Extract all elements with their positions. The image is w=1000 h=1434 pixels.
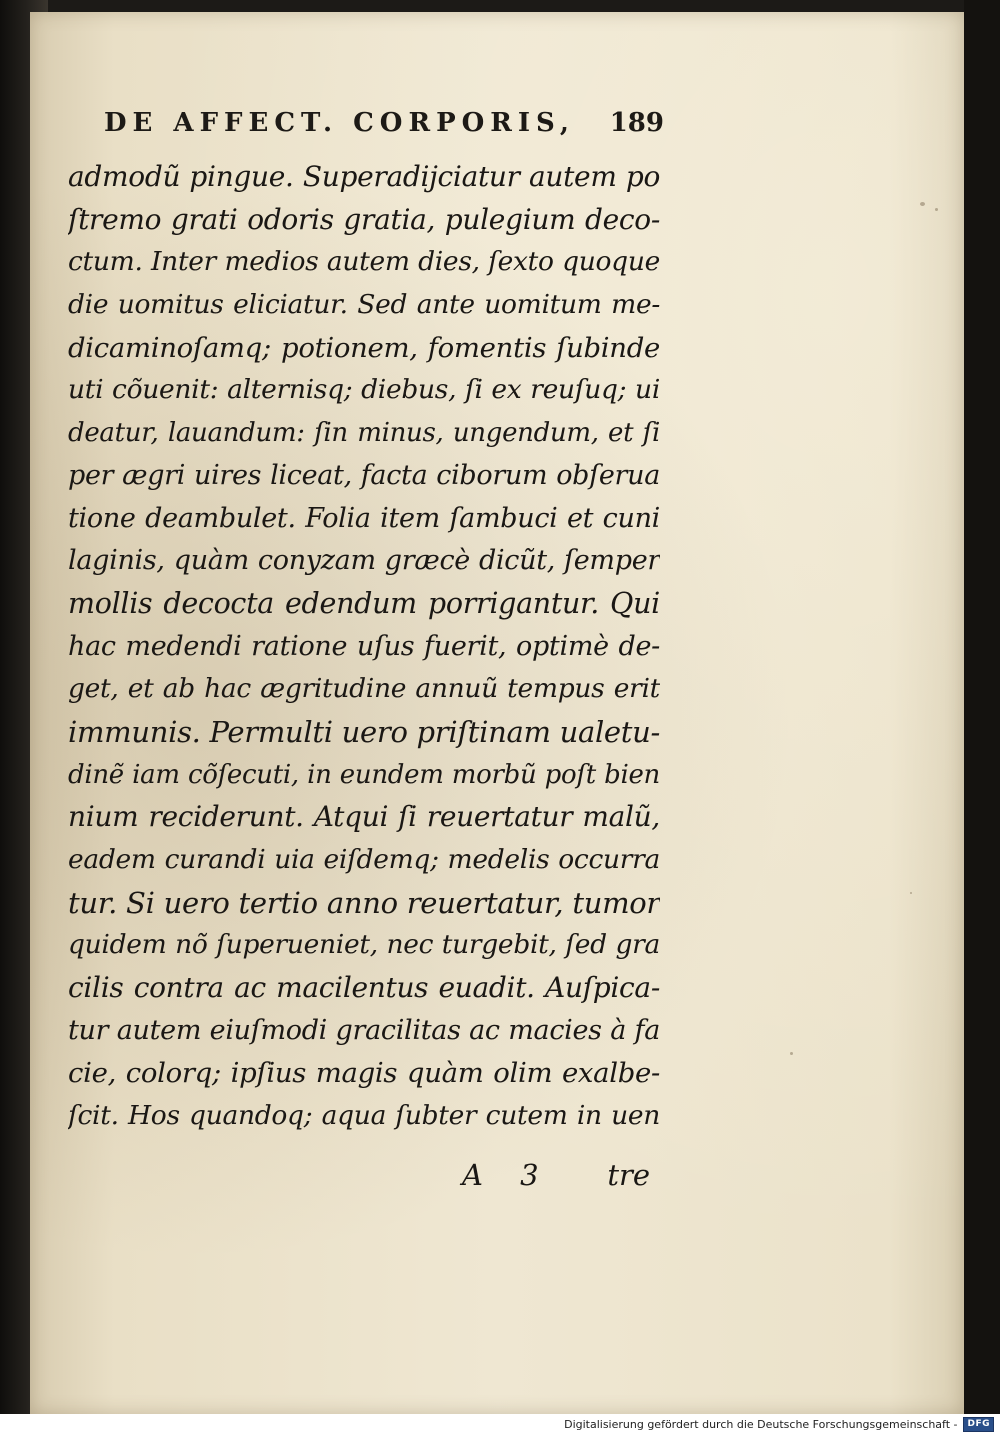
scanner-background (964, 0, 1000, 1414)
text-line: deatur, lauandum: ſin minus, ungendum, et ſi (68, 418, 660, 449)
text-line: laginis, quàm conyzam græcè dicũt, ſemper (68, 545, 660, 577)
paper-speck (920, 202, 925, 206)
text-line: dicaminoſamq; potionem, fomentis ſubinde (68, 331, 660, 364)
funding-credit: Digitalisierung gefördert durch die Deutsche Forschungsgemeinschaft - (564, 1417, 958, 1431)
page-number: 189 (609, 108, 664, 138)
text-line: eadem curandi uia eiſdemq; medelis occurra (68, 844, 660, 875)
paper-speck (910, 892, 912, 894)
page-footer (68, 1158, 660, 1200)
text-block (68, 156, 660, 1138)
text-line: cilis contra ac macilentus euadit. Auſpica- (68, 971, 660, 1005)
text-line: tur. Si uero tertio anno reuertatur, tumor (68, 885, 660, 920)
text-line: mollis decocta edendum porrigantur. Qui (68, 586, 660, 620)
text-line: dinẽ iam cõſecuti, in eundem morbũ poſt bien (68, 759, 660, 790)
text-line: uti cõuenit: alternisq; diebus, ſi ex reuſuq; ui (68, 374, 660, 406)
text-line: tione deambulet. Folia item ſambuci et cuni (68, 502, 660, 534)
text-line: immunis. Permulti uero priſtinam ualetu- (68, 714, 660, 749)
signature-mark: A 3 (462, 1158, 553, 1192)
running-head (104, 108, 664, 144)
paper-speck (935, 208, 938, 211)
text-line: quidem nõ ſuperueniet, nec turgebit, ſed gra (68, 929, 660, 961)
credit-bar (0, 1414, 1000, 1434)
text-line: ſtremo grati odoris gratia, pulegium deco- (68, 202, 660, 236)
text-line: hac medendi ratione uſus fuerit, optimè de- (68, 630, 660, 662)
text-line: ctum. Inter medios autem dies, ſexto quoque (68, 246, 660, 278)
paper-speck (790, 1052, 793, 1055)
text-line: die uomitus eliciatur. Sed ante uomitum me- (68, 289, 660, 321)
text-line: cie, colorq; ipſius magis quàm olim exalbe- (68, 1057, 660, 1090)
dfg-logo-icon: DFG (963, 1417, 994, 1432)
text-line: admodũ pingue. Superadijciatur autem po (68, 160, 660, 193)
text-line: nium reciderunt. Atqui ſi reuertatur malũ, (68, 800, 660, 834)
catchword: tre (607, 1158, 650, 1192)
text-line: tur autem eiuſmodi gracilitas ac macies à fa (68, 1014, 660, 1046)
running-title: DE AFFECT. CORPORIS, (104, 108, 575, 138)
text-line: ſcit. Hos quandoq; aqua ſubter cutem in uen (68, 1100, 660, 1132)
text-line: get, et ab hac ægritudine annuũ tempus erit (68, 673, 660, 705)
text-line: per ægri uires liceat, facta ciborum obſerua (68, 459, 660, 491)
